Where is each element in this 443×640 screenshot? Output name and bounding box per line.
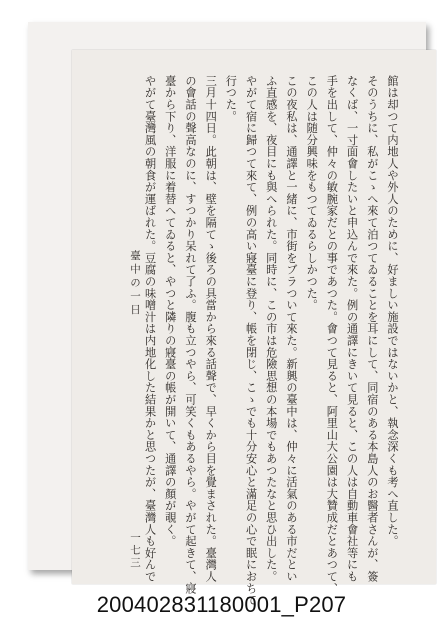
text-line: この人は随分興味をもつてゐるらしかつた。 bbox=[305, 75, 319, 311]
text-line: 三月十四日。此朝は、壁を隔てゝ後ろの具當から來る話聲で、早くから目を覺まされた。臺灣人 bbox=[204, 75, 218, 583]
body-text bbox=[139, 75, 402, 606]
text-line: なくば、一寸面會したいと申込んで來た。例の通譯にきいて見ると、この人は自動車會社等にも bbox=[345, 75, 359, 583]
text-line: 臺から下り、洋服に着替へてゐると、やつと隣りの寢臺の帳が開いて、通譯の顏が覗く。 bbox=[163, 75, 177, 547]
text-line: この夜私は、通譯と一緒に、市街をブラついて來た。新興の臺中は、仲々に活氣のある市だとい bbox=[284, 75, 298, 583]
page-number: 一七三 bbox=[129, 532, 141, 570]
text-line: やがて臺灣風の朝食が運ばれた。豆腐の味噌汁は内地化した結果かと思つたが、臺灣人も好んで bbox=[143, 75, 157, 583]
text-line: やがて宿に歸つて來て、例の高い寢臺に登り、帳を閉じ、こゝでも十分安心と滿足の心で眠におちて bbox=[244, 75, 258, 606]
text-line: そのうちに、私がこゝへ來て泊つてゐることを耳にして、同宿のある本島人のお醫者さんが、簽 bbox=[365, 75, 379, 583]
text-line: 行つた。 bbox=[224, 75, 238, 123]
text-line: 手を出して、仲々の敏腕家だとの事であつた。會つて見ると、阿里山大公園は大贊成だとあつて、 bbox=[325, 75, 339, 595]
text-line: の會話の聲高なのに、すつかり呆れて了ふ。腹も立つやら、可笑くもあるやら。やがて起きて、寢 bbox=[183, 75, 197, 595]
text-line: ふ直感を、夜目にも與へられた。同時に、この市は危險思想の本場でもあつたなと思ひ出した。 bbox=[264, 75, 278, 583]
text-line: 館は却つて内地人や外人のために、好ましい施設ではないかと、執念深くも考へ直した。 bbox=[386, 75, 399, 547]
image-caption: 200402831180001_P207 bbox=[96, 592, 347, 617]
running-header: 臺中の一日 bbox=[129, 250, 141, 318]
